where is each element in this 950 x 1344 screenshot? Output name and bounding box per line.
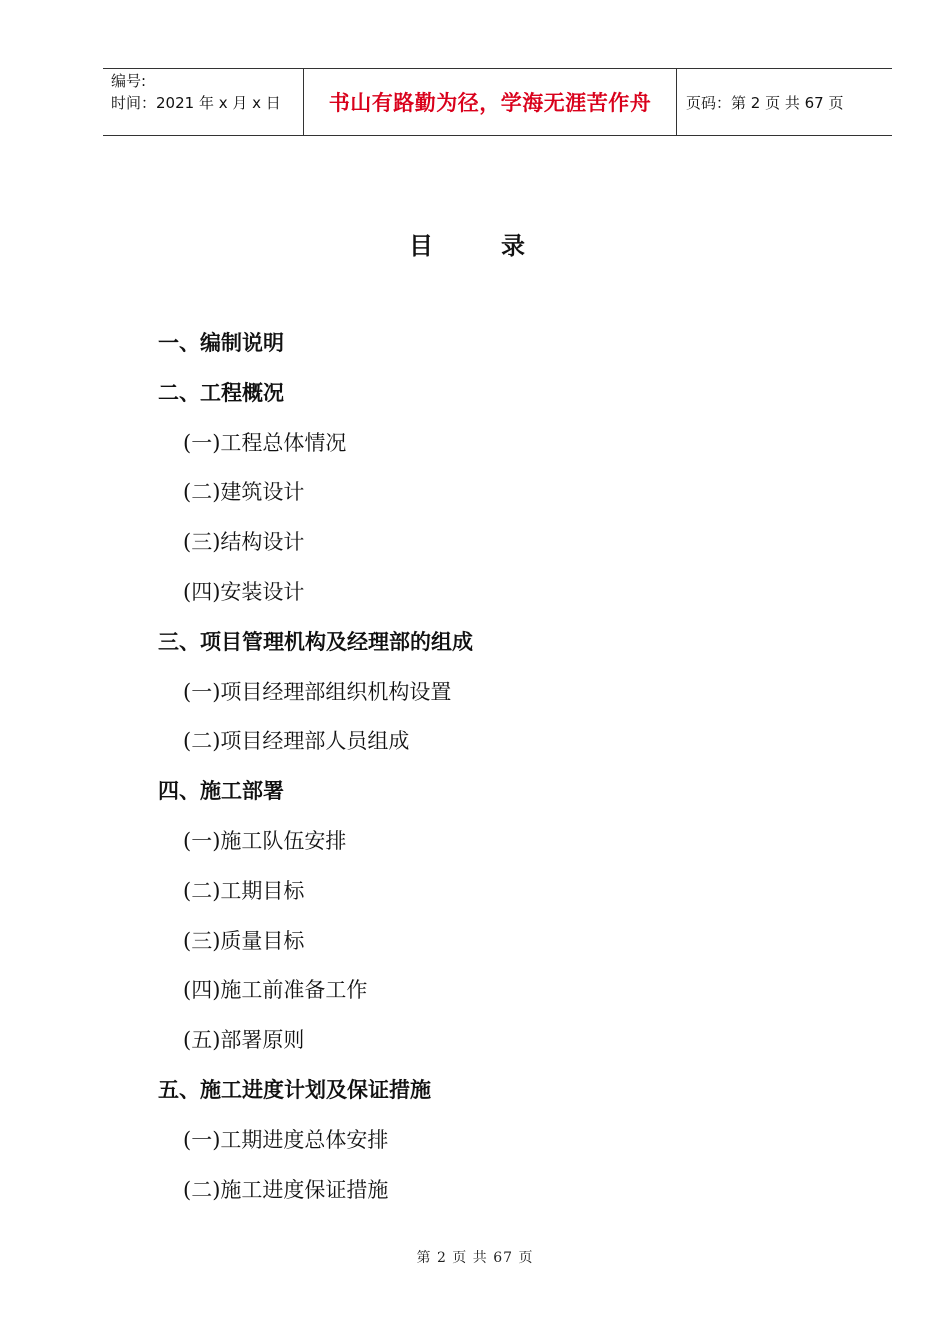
page-header xyxy=(103,68,892,136)
toc-subsection-item[interactable]: (一)施工队伍安排 xyxy=(183,829,347,853)
header-meta xyxy=(103,69,304,135)
toc-subsection-item[interactable]: (一)工程总体情况 xyxy=(183,430,347,455)
header-page-code: 页码：第 2 页 共 67 页 xyxy=(686,93,844,112)
header-motto: 书山有路勤为径，学海无涯苦作舟 xyxy=(304,69,677,135)
toc-subsection-item[interactable]: (三)结构设计 xyxy=(183,530,305,555)
toc-subsection-item[interactable]: (三)质量目标 xyxy=(183,928,305,953)
toc-subsection-item[interactable]: (一)工期进度总体安排 xyxy=(183,1127,389,1152)
toc-subsection-item[interactable]: (五)部署原则 xyxy=(183,1028,305,1053)
toc-section-heading[interactable]: 二、工程概况 xyxy=(158,380,284,405)
toc-subsection-item[interactable]: (一)项目经理部组织机构设置 xyxy=(183,679,452,704)
toc-section-heading[interactable]: 三、项目管理机构及经理部的组成 xyxy=(158,629,473,654)
page-title: 目录 xyxy=(409,232,593,260)
toc-subsection-item[interactable]: (四)施工前准备工作 xyxy=(183,978,368,1003)
toc-subsection-item[interactable]: (二)施工进度保证措施 xyxy=(183,1177,389,1202)
document-time-label: 时间：2021 年 x 月 x 日 xyxy=(111,94,281,112)
toc-subsection-item[interactable]: (四)安装设计 xyxy=(183,580,305,604)
toc-subsection-item[interactable]: (二)建筑设计 xyxy=(183,480,305,505)
toc-section-heading[interactable]: 四、施工部署 xyxy=(158,779,284,804)
toc-subsection-item[interactable]: (二)工期目标 xyxy=(183,878,305,903)
page-footer: 第 2 页 共 67 页 xyxy=(416,1250,534,1266)
document-number-label: 编号: xyxy=(111,72,147,90)
toc-section-heading[interactable]: 五、施工进度计划及保证措施 xyxy=(158,1078,431,1102)
toc-section-heading[interactable]: 一、编制说明 xyxy=(158,331,284,355)
toc-subsection-item[interactable]: (二)项目经理部人员组成 xyxy=(183,729,410,754)
